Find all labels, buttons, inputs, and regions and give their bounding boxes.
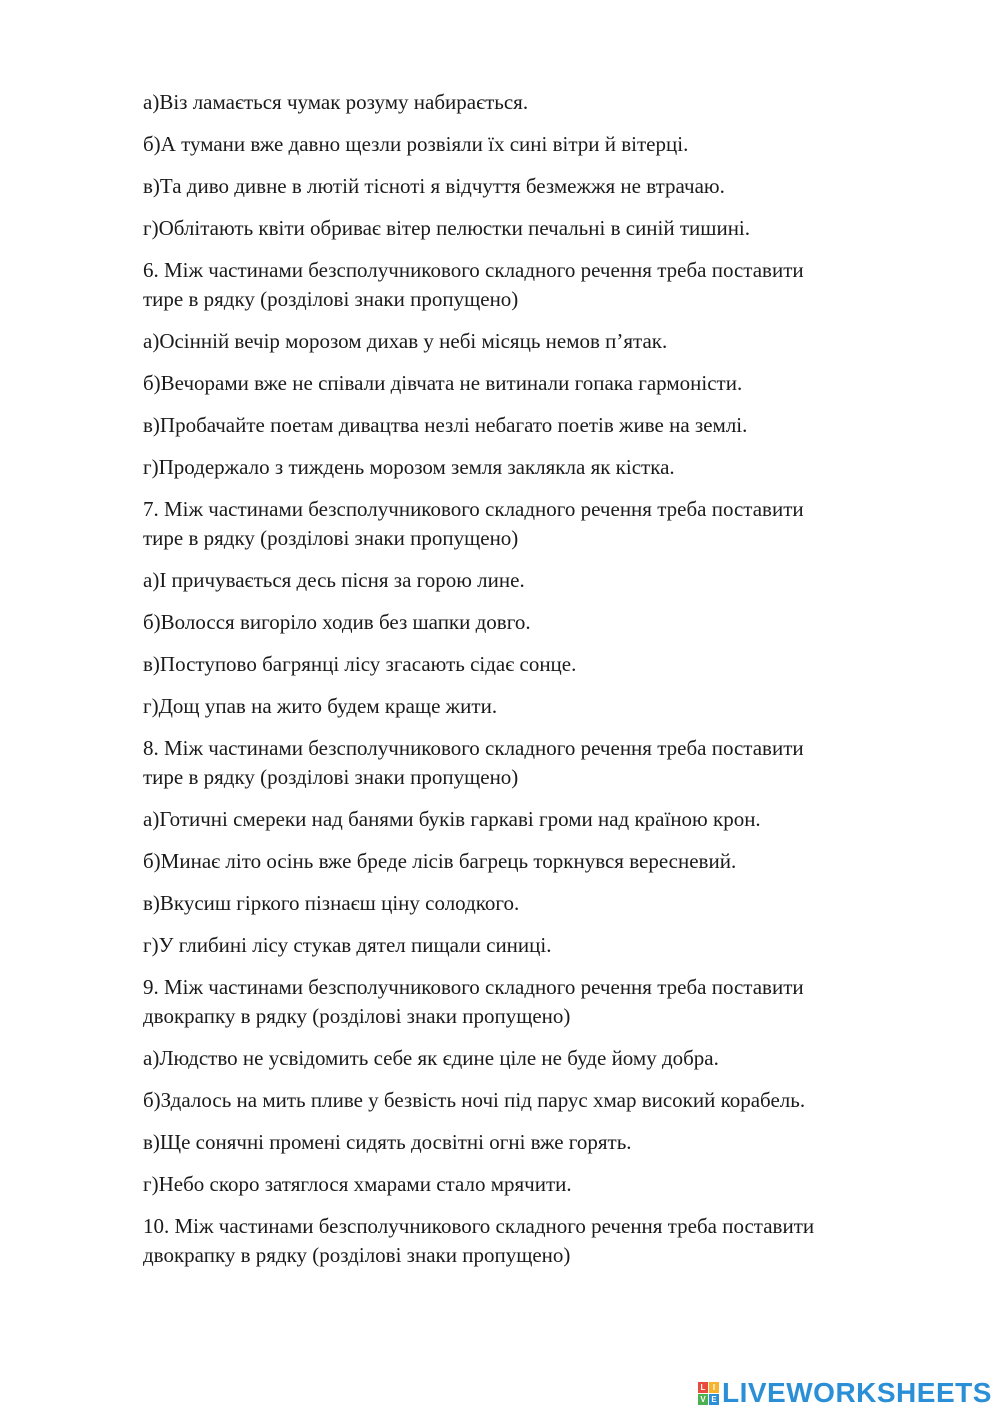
answer-option: в)Та диво дивне в лютій тісноті я відчуття безмежжя не втрачаю. — [143, 174, 725, 198]
logo-mark-cell: E — [709, 1394, 719, 1405]
question-line-1: 9. Між частинами безсполучникового складного речення треба поставити — [143, 975, 804, 999]
answer-option: б)Вечорами вже не співали дівчата не витинали гопака гармоністи. — [143, 371, 743, 395]
question-line-2: двокрапку в рядку (розділові знаки пропущено) — [143, 1243, 571, 1267]
answer-option: б)Волосся вигоріло ходив без шапки довго. — [143, 610, 531, 634]
question-prompt — [143, 495, 933, 553]
question-line-2: тире в рядку (розділові знаки пропущено) — [143, 287, 519, 311]
answer-option: г)Продержало з тиждень морозом земля заклякла як кістка. — [143, 455, 675, 479]
answer-option: б)Здалось на мить пливе у безвість ночі під парус хмар високий корабель. — [143, 1088, 806, 1112]
question-line-1: 7. Між частинами безсполучникового складного речення треба поставити — [143, 497, 804, 521]
logo-mark-cell: L — [698, 1382, 708, 1393]
answer-option: г)Облітають квіти обриває вітер пелюстки печальні в синій тишині. — [143, 216, 751, 240]
question-line-1: 6. Між частинами безсполучникового складного речення треба поставити — [143, 258, 804, 282]
answer-option: г)Небо скоро затяглося хмарами стало мрячити. — [143, 1172, 572, 1196]
question-prompt — [143, 1212, 933, 1270]
answer-option: г)Дощ упав на жито будем краще жити. — [143, 694, 498, 718]
logo-text: LIVEWORKSHEETS — [722, 1377, 992, 1408]
answer-option: а)Людство не усвідомить себе як єдине ціле не буде йому добра. — [143, 1046, 719, 1070]
question-line-2: тире в рядку (розділові знаки пропущено) — [143, 526, 519, 550]
question-prompt — [143, 973, 933, 1031]
question-prompt — [143, 734, 933, 792]
liveworksheets-logo-icon — [698, 1382, 719, 1405]
liveworksheets-logo — [698, 1378, 992, 1408]
answer-option: а)І причувається десь пісня за горою лине. — [143, 568, 525, 592]
question-line-2: двокрапку в рядку (розділові знаки пропущено) — [143, 1004, 571, 1028]
answer-option: а)Віз ламається чумак розуму набирається. — [143, 90, 529, 114]
answer-option: б)А тумани вже давно щезли розвіяли їх сині вітри й вітерці. — [143, 132, 689, 156]
question-prompt — [143, 256, 933, 314]
answer-option: в)Пробачайте поетам дивацтва незлі небагато поетів живе на землі. — [143, 413, 748, 437]
worksheet-page — [143, 88, 933, 1283]
answer-option: б)Минає літо осінь вже бреде лісів багрець торкнувся вересневий. — [143, 849, 737, 873]
answer-option: в)Поступово багрянці лісу згасають сідає сонце. — [143, 652, 577, 676]
question-line-1: 8. Між частинами безсполучникового складного речення треба поставити — [143, 736, 804, 760]
answer-option: в)Вкусиш гіркого пізнаєш ціну солодкого. — [143, 891, 520, 915]
answer-option: в)Ще сонячні промені сидять досвітні огні вже горять. — [143, 1130, 632, 1154]
answer-option: г)У глибині лісу стукав дятел пищали синиці. — [143, 933, 552, 957]
answer-option: а)Готичні смереки над банями буків гаркаві громи над країною крон. — [143, 807, 761, 831]
answer-option: а)Осінній вечір морозом дихав у небі місяць немов п’ятак. — [143, 329, 668, 353]
question-line-2: тире в рядку (розділові знаки пропущено) — [143, 765, 519, 789]
question-line-1: 10. Між частинами безсполучникового складного речення треба поставити — [143, 1214, 815, 1238]
logo-mark-cell: I — [709, 1382, 719, 1393]
logo-mark-cell: V — [698, 1394, 708, 1405]
